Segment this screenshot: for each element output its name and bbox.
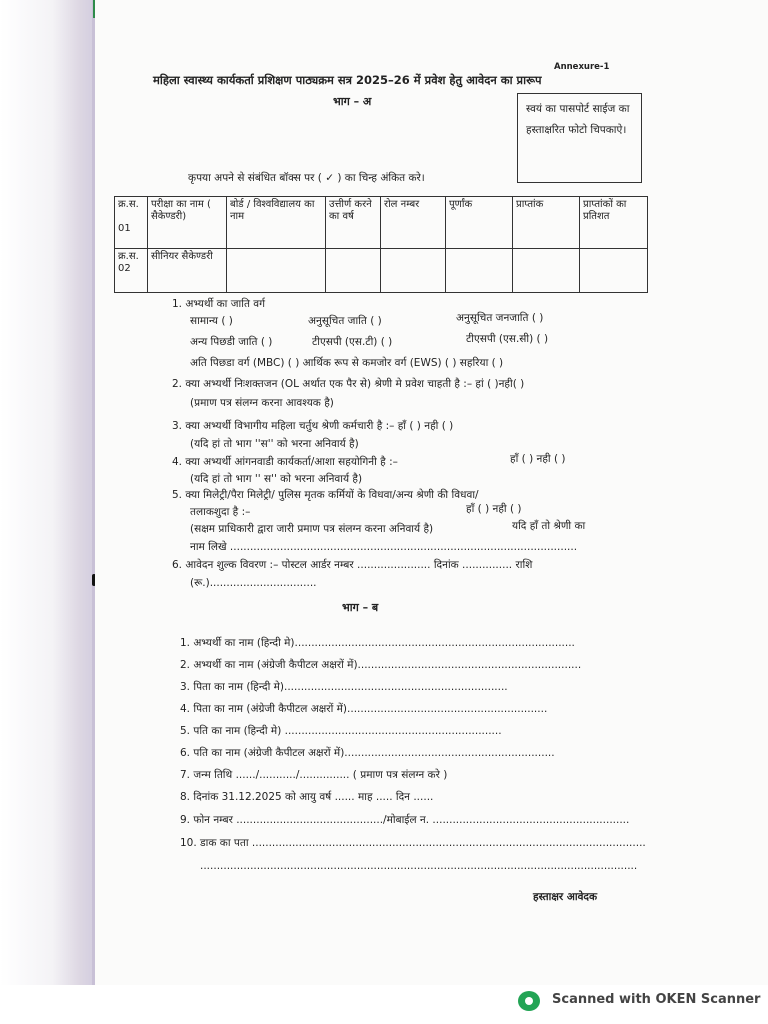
form-title: महिला स्वास्थ्य कार्यकर्ता प्रशिक्षण पाठ्यक्रम सत्र 2025–26 में प्रवेश हेतु आवेदन का प्रारूप bbox=[153, 73, 542, 87]
row1-number: 01 bbox=[118, 223, 131, 234]
photo-box: स्वयं का पासपोर्ट साईज का हस्ताक्षरित फोटो चिपकाऐ। bbox=[517, 93, 642, 183]
part-a-heading: भाग – अ bbox=[333, 95, 372, 108]
q4-options[interactable]: हॉं ( ) नही ( ) bbox=[510, 453, 566, 465]
q5-options[interactable]: हॉं ( ) नही ( ) bbox=[466, 503, 522, 515]
table-header-board: बोर्ड / विश्वविद्यालय का नाम bbox=[227, 197, 326, 249]
q1-general[interactable]: सामान्य ( ) bbox=[190, 315, 233, 327]
instruction-text: कृपया अपने से संबंधित बॉक्स पर ( ✓ ) का चिन्ह अंकित करे। bbox=[188, 172, 425, 184]
table-cell[interactable] bbox=[326, 249, 381, 293]
signature-label: हस्ताक्षर आवेदक bbox=[533, 891, 598, 903]
row2-exam: सीनियर सैकेण्डरी bbox=[148, 249, 227, 293]
table-header-obtained: प्राप्तांक bbox=[513, 197, 580, 249]
q6-line1[interactable]: 6. आवेदन शुल्क विवरण :– पोस्टल आर्डर नम्बर ...................... दिनांक ............... राशि bbox=[172, 559, 533, 571]
q4-line1: 4. क्या अभ्यर्थी आंगनवाडी कार्यकर्ता/आशा सहयोगिनी है :– bbox=[172, 456, 398, 468]
table-row bbox=[115, 249, 648, 293]
b-item-address[interactable]: 10. डाक का पता ...................................................................................................................... bbox=[180, 837, 646, 849]
scan-edge bbox=[0, 0, 95, 985]
q5-category-field[interactable]: नाम लिखे ........................................................................................................ bbox=[190, 541, 578, 553]
q3-line2: (यदि हां तो भाग ''स'' को भरना अनिवार्य है) bbox=[190, 438, 359, 450]
annexure-label: Annexure-1 bbox=[554, 62, 610, 72]
table-cell[interactable] bbox=[227, 249, 326, 293]
education-table bbox=[114, 196, 648, 293]
b-item-phone[interactable]: 9. फोन नम्बर ............................................/मोबाईल न. ........................................................... bbox=[180, 814, 630, 826]
q5-line2: तलाकशुदा है :– bbox=[190, 506, 251, 518]
table-header-sno: क्र.स. bbox=[118, 199, 139, 210]
table-cell[interactable] bbox=[580, 249, 648, 293]
q1-mbc-ews[interactable]: अति पिछडा वर्ग (MBC) ( ) आर्थिक रूप से कमजोर वर्ग (EWS) ( ) सहरिया ( ) bbox=[190, 357, 504, 369]
table-header-percent: प्राप्तांकों का प्रतिशत bbox=[580, 197, 648, 249]
b-item-husband-hindi[interactable]: 5. पति का नाम (हिन्दी मे) ................................................................. bbox=[180, 725, 502, 737]
b-item-father-english[interactable]: 4. पिता का नाम (अंग्रेजी कैपीटल अक्षरों में)............................................................ bbox=[180, 703, 548, 715]
table-cell[interactable] bbox=[381, 249, 446, 293]
table-cell[interactable] bbox=[513, 249, 580, 293]
table-row bbox=[115, 197, 648, 249]
q5-line3-right: यदि हॉं तो श्रेणी का bbox=[512, 520, 586, 532]
b-item-name-hindi[interactable]: 1. अभ्यर्थी का नाम (हिन्दी मे).................................................................................... bbox=[180, 637, 575, 649]
b-item-age[interactable]: 8. दिनांक 31.12.2025 को आयु वर्ष ...... माह ..... दिन ...... bbox=[180, 791, 434, 803]
q6-line2[interactable]: (रू.)................................ bbox=[190, 577, 317, 589]
q2-line2: (प्रमाण पत्र संलग्न करना आवश्यक है) bbox=[190, 397, 334, 409]
b-item-dob[interactable]: 7. जन्म तिथि ....../.........../............... ( प्रमाण पत्र संलग्न करे ) bbox=[180, 769, 448, 781]
q2-line1: 2. क्या अभ्यर्थी निःशक्तजन (OL अर्थात एक पैर से) श्रेणी मे प्रवेश चाहती है :– हां ( )नही( ) bbox=[172, 378, 525, 390]
row2-number: क्र.स. 02 bbox=[115, 249, 148, 293]
q1-sc[interactable]: अनुसूचित जाति ( ) bbox=[308, 315, 382, 327]
q1-st[interactable]: अनुसूचित जनजाति ( ) bbox=[456, 312, 544, 324]
part-b-heading: भाग – ब bbox=[342, 601, 379, 614]
b-item-name-english[interactable]: 2. अभ्यर्थी का नाम (अंग्रेजी कैपीटल अक्षरों में)................................................................... bbox=[180, 659, 582, 671]
q1-tsp-sc[interactable]: टीएसपी (एस.सी) ( ) bbox=[466, 333, 549, 345]
q5-line3: (सक्षम प्राधिकारी द्वारा जारी प्रमाण पत्र संलग्न करना अनिवार्य है) bbox=[190, 523, 434, 535]
oken-logo-center bbox=[525, 997, 533, 1005]
q1-obc[interactable]: अन्य पिछडी जाति ( ) bbox=[190, 336, 273, 348]
table-header-year: उत्तीर्ण करने का वर्ष bbox=[326, 197, 381, 249]
q1-label: 1. अभ्यर्थी का जाति वर्ग bbox=[172, 298, 266, 310]
q1-tsp-st[interactable]: टीएसपी (एस.टी) ( ) bbox=[312, 336, 393, 348]
table-header-roll: रोल नम्बर bbox=[381, 197, 446, 249]
table-header-total: पूर्णांक bbox=[446, 197, 513, 249]
scanner-watermark: Scanned with OKEN Scanner bbox=[552, 992, 761, 1007]
q3-line1: 3. क्या अभ्यर्थी विभागीय महिला चर्तुथ श्रेणी कर्मचारी है :– हॉं ( ) नही ( ) bbox=[172, 420, 454, 432]
b-item-address-line2[interactable]: ................................................................................................................................... bbox=[200, 860, 638, 872]
b-item-father-hindi[interactable]: 3. पिता का नाम (हिन्दी मे)................................................................... bbox=[180, 681, 508, 693]
table-header-exam: परीक्षा का नाम ( सैकेण्डरी) bbox=[148, 197, 227, 249]
b-item-husband-english[interactable]: 6. पति का नाम (अंग्रेजी कैपीटल अक्षरों में)............................................................... bbox=[180, 747, 555, 759]
table-cell bbox=[115, 197, 148, 249]
table-cell[interactable] bbox=[446, 249, 513, 293]
q4-line2: (यदि हां तो भाग '' स'' को भरना अनिवार्य है) bbox=[190, 473, 363, 485]
q5-line1: 5. क्या मिलेट्री/पैरा मिलेट्री/ पुलिस मृतक कर्मियों के विधवा/अन्य श्रेणी की विधवा/ bbox=[172, 489, 479, 501]
